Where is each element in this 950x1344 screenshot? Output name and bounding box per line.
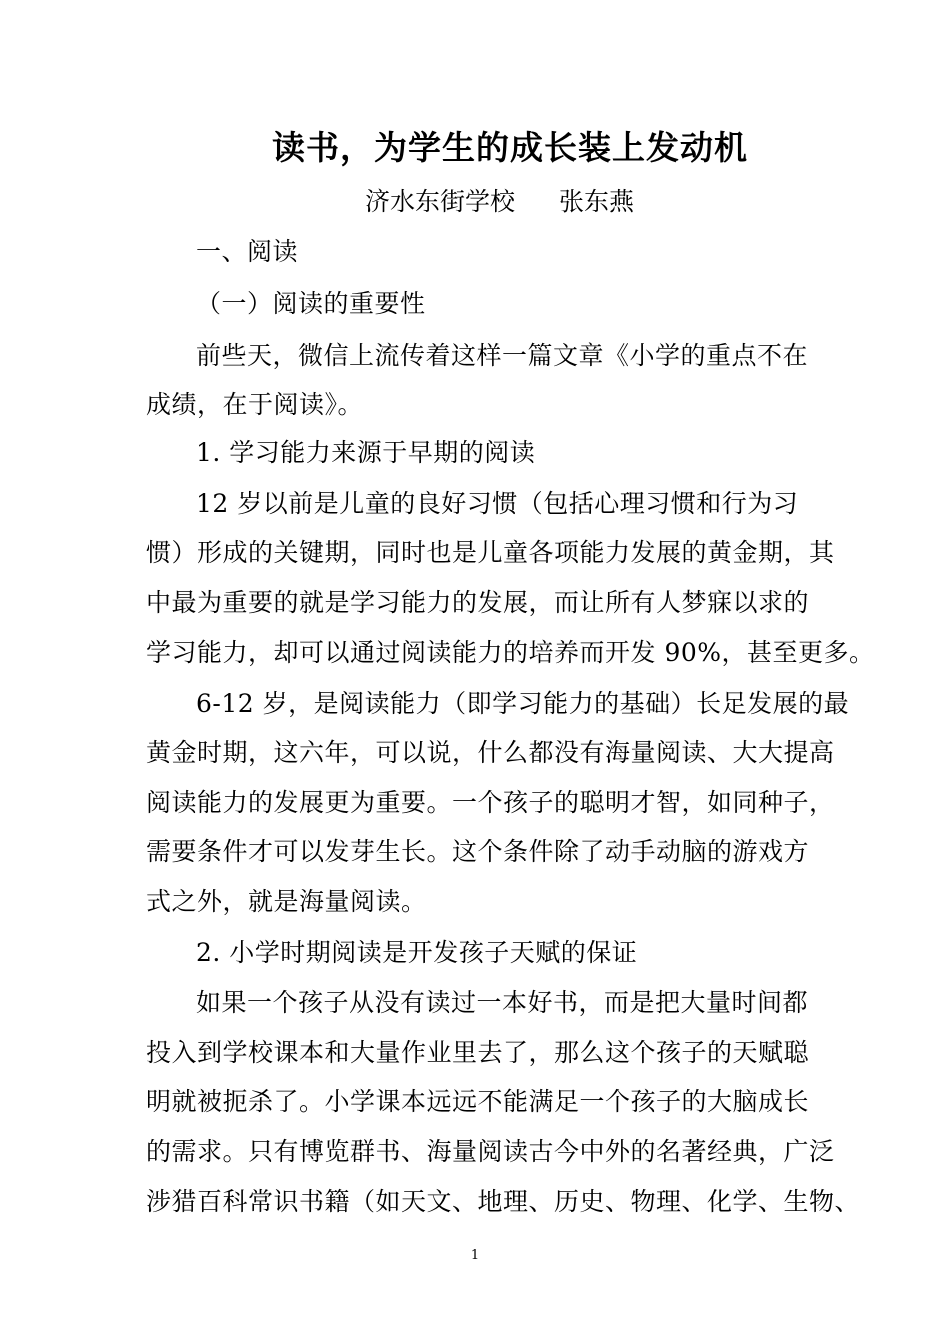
body-line: 成绩，在于阅读》。 — [146, 390, 364, 419]
body-line: 涉猎百科常识书籍（如天文、地理、历史、物理、化学、生物、 — [146, 1187, 861, 1216]
body-line: 黄金时期，这六年，可以说，什么都没有海量阅读、大大提高 — [146, 738, 835, 767]
numbered-heading: 2. 小学时期阅读是开发孩子天赋的保证 — [196, 938, 638, 967]
body-line: 阅读能力的发展更为重要。一个孩子的聪明才智，如同种子， — [146, 788, 835, 817]
numbered-heading: 1. 学习能力来源于早期的阅读 — [196, 438, 536, 467]
body-line: 前些天，微信上流传着这样一篇文章《小学的重点不在 — [196, 341, 809, 370]
body-line: 12 岁以前是儿童的良好习惯（包括心理习惯和行为习 — [196, 489, 799, 518]
body-line: 中最为重要的就是学习能力的发展，而让所有人梦寐以求的 — [146, 588, 810, 617]
author-line — [365, 182, 634, 218]
body-line: 的需求。只有博览群书、海量阅读古今中外的名著经典，广泛 — [146, 1137, 835, 1166]
body-line: 如果一个孩子从没有读过一本好书，而是把大量时间都 — [196, 988, 809, 1017]
body-line: 学习能力，却可以通过阅读能力的培养而开发 90%，甚至更多。 — [146, 638, 875, 667]
document-title: 读书，为学生的成长装上发动机 — [272, 128, 748, 167]
school-name: 济水东街学校 — [365, 187, 516, 216]
author-name: 张东燕 — [559, 187, 635, 216]
subsection-heading: （一）阅读的重要性 — [196, 289, 426, 318]
body-line: 明就被扼杀了。小学课本远远不能满足一个孩子的大脑成长 — [146, 1087, 810, 1116]
body-line: 惯）形成的关键期，同时也是儿童各项能力发展的黄金期，其 — [146, 538, 835, 567]
page-number: 1 — [470, 1248, 480, 1263]
body-line: 需要条件才可以发芽生长。这个条件除了动手动脑的游戏方 — [146, 837, 810, 866]
body-line: 投入到学校课本和大量作业里去了，那么这个孩子的天赋聪 — [146, 1038, 810, 1067]
body-line: 式之外，就是海量阅读。 — [146, 887, 427, 916]
body-line: 6-12 岁，是阅读能力（即学习能力的基础）长足发展的最 — [196, 689, 850, 718]
section-heading: 一、阅读 — [196, 237, 299, 266]
